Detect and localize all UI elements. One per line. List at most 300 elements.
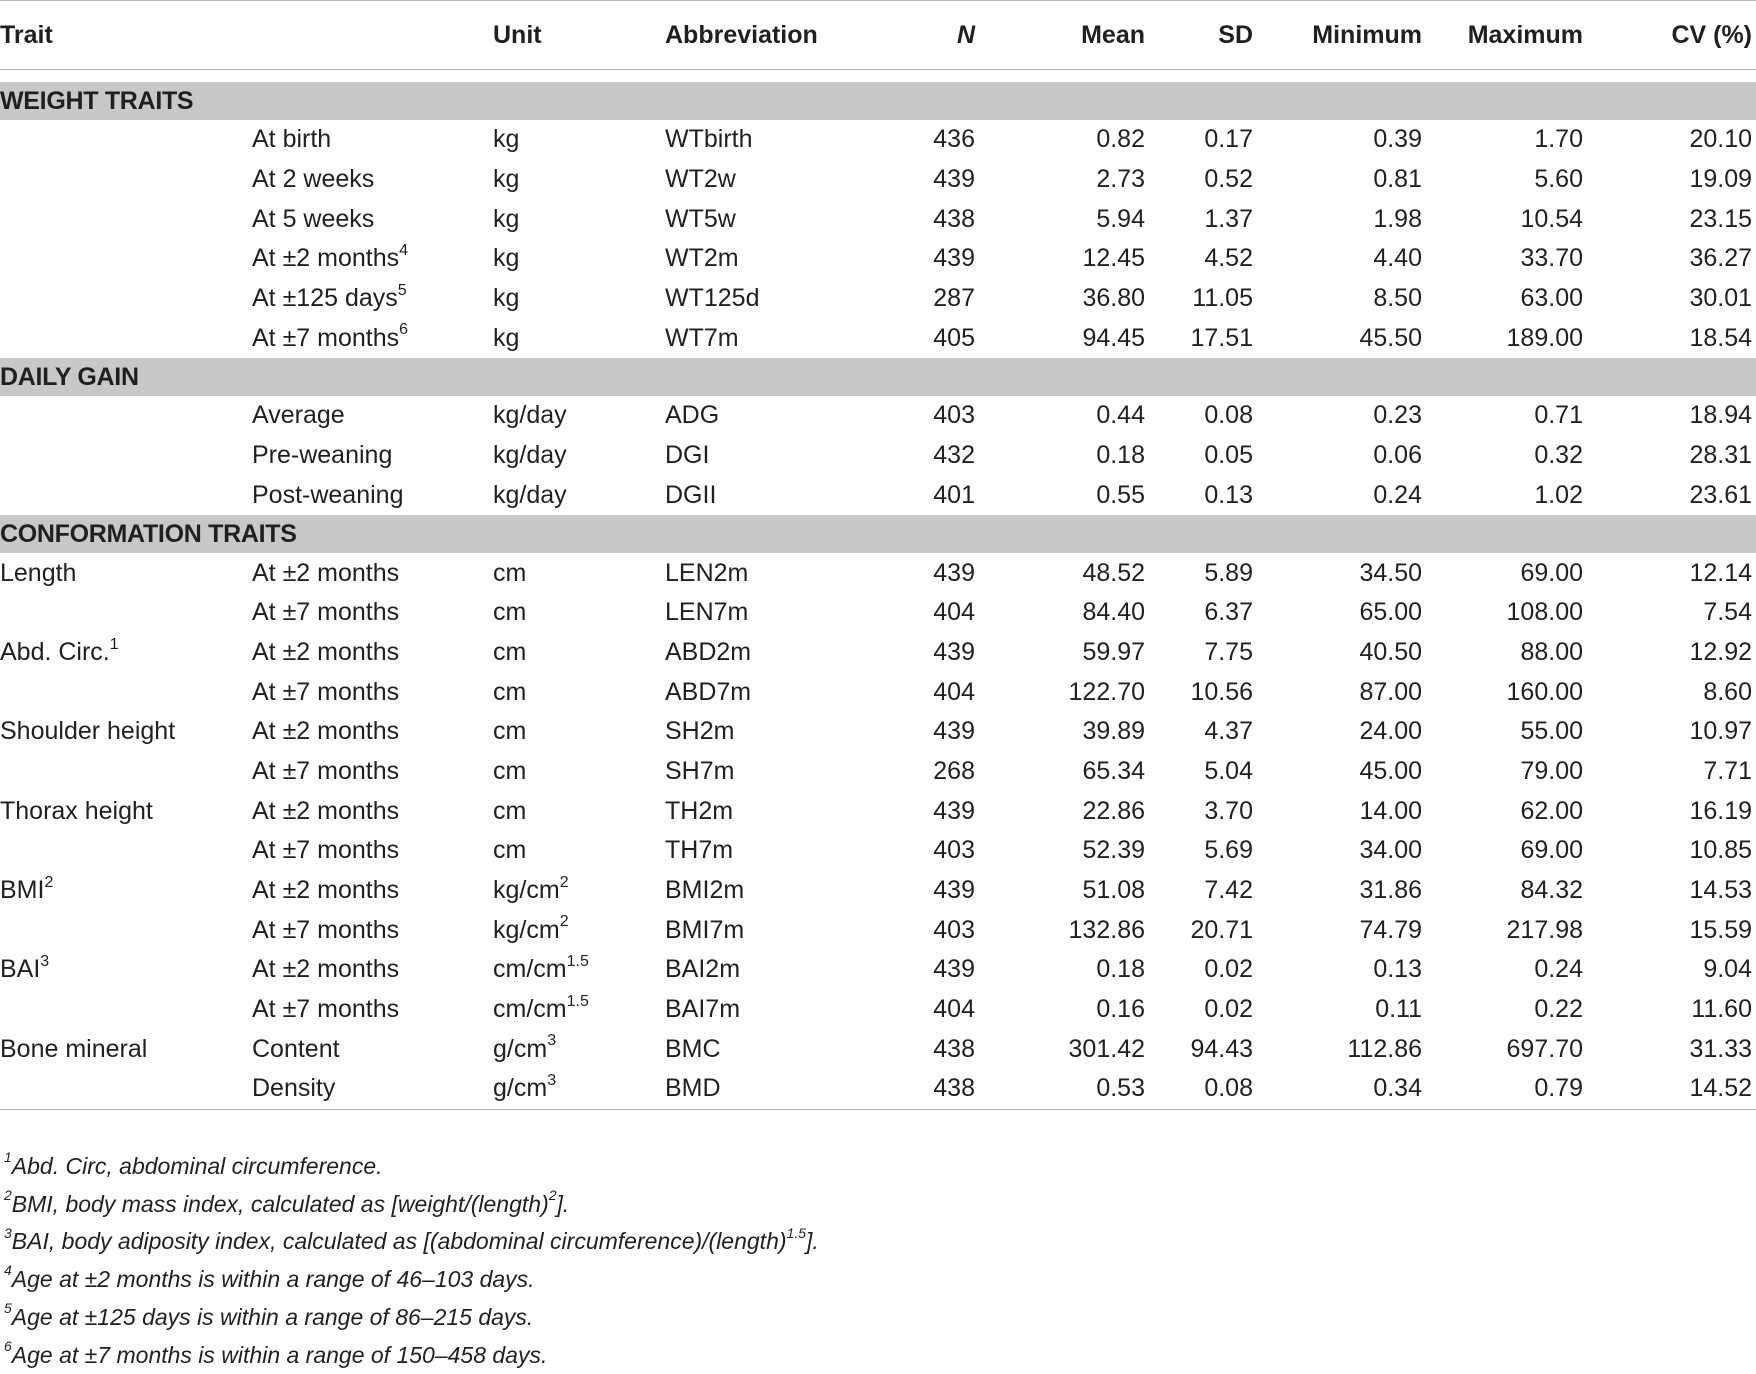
cell-n-text: 439 <box>933 876 975 905</box>
cell-maximum-text: 62.00 <box>1520 796 1583 825</box>
cell-unit <box>493 672 665 712</box>
cell-maximum-text: 33.70 <box>1520 244 1583 273</box>
cell-subtrait-text: At ±125 days <box>252 284 398 313</box>
cell-maximum-text: 108.00 <box>1506 598 1583 627</box>
footnote <box>4 1261 819 1299</box>
cell-maximum-text: 697.70 <box>1506 1034 1583 1063</box>
cell-subtrait-text: At birth <box>252 125 332 154</box>
cell-abbreviation-text: WT2w <box>665 165 736 194</box>
cell-mean <box>1001 791 1157 831</box>
cell-n-text: 438 <box>933 1074 975 1103</box>
cell-maximum <box>1432 553 1621 593</box>
cell-abbreviation-text: ABD2m <box>665 637 752 666</box>
cell-mean-text: 22.86 <box>1082 796 1145 825</box>
cell-n <box>891 633 1001 673</box>
cell-cv <box>1621 476 1756 516</box>
header-subtrait <box>252 1 493 70</box>
cell-n <box>891 871 1001 911</box>
cell-cv <box>1621 633 1756 673</box>
cell-abbreviation <box>665 476 891 516</box>
cell-maximum-text: 10.54 <box>1520 204 1583 233</box>
cell-n <box>891 712 1001 752</box>
table-row <box>0 712 1756 752</box>
cell-trait <box>0 160 252 200</box>
cell-mean-text: 12.45 <box>1082 244 1145 273</box>
cell-mean-text: 2.73 <box>1096 165 1145 194</box>
cell-n-text: 438 <box>933 204 975 233</box>
cell-cv <box>1621 239 1756 279</box>
cell-n-text: 438 <box>933 1034 975 1063</box>
cell-sd-text: 7.75 <box>1204 637 1253 666</box>
cell-subtrait <box>252 990 493 1030</box>
cell-subtrait-text: At 5 weeks <box>252 204 375 233</box>
table-row <box>0 553 1756 593</box>
cell-unit-superscript: 3 <box>547 1072 557 1090</box>
cell-maximum-text: 84.32 <box>1520 876 1583 905</box>
cell-maximum-text: 0.22 <box>1534 995 1583 1024</box>
cell-cv <box>1621 318 1756 358</box>
cell-cv <box>1621 910 1756 950</box>
cell-maximum <box>1432 990 1621 1030</box>
cell-sd-text: 4.52 <box>1204 244 1253 273</box>
cell-mean-text: 132.86 <box>1068 915 1145 944</box>
cell-minimum-text: 0.39 <box>1373 125 1422 154</box>
footnote-text: BAI, body adiposity index, calculated as [(abdominal circumference)/(length) <box>11 1228 787 1255</box>
cell-unit-text: cm <box>493 558 527 587</box>
cell-minimum-text: 0.13 <box>1373 955 1422 984</box>
cell-maximum <box>1432 318 1621 358</box>
cell-subtrait-text: Content <box>252 1034 340 1063</box>
cell-trait <box>0 593 252 633</box>
cell-mean <box>1001 831 1157 871</box>
cell-subtrait <box>252 1069 493 1109</box>
cell-unit <box>493 791 665 831</box>
cell-maximum-text: 69.00 <box>1520 836 1583 865</box>
cell-cv <box>1621 871 1756 911</box>
cell-maximum <box>1432 950 1621 990</box>
cell-maximum <box>1432 593 1621 633</box>
cell-sd <box>1157 910 1289 950</box>
cell-minimum <box>1289 791 1432 831</box>
cell-n <box>891 436 1001 476</box>
cell-minimum-text: 1.98 <box>1373 204 1422 233</box>
cell-mean-text: 52.39 <box>1082 836 1145 865</box>
cell-n <box>891 396 1001 436</box>
cell-cv <box>1621 752 1756 792</box>
cell-trait <box>0 436 252 476</box>
cell-mean-text: 59.97 <box>1082 637 1145 666</box>
table-row <box>0 752 1756 792</box>
cell-minimum-text: 34.50 <box>1359 558 1422 587</box>
table-row <box>0 160 1756 200</box>
cell-sd <box>1157 871 1289 911</box>
cell-n <box>891 791 1001 831</box>
cell-trait <box>0 752 252 792</box>
cell-sd-text: 0.05 <box>1204 441 1253 470</box>
cell-minimum-text: 87.00 <box>1359 677 1422 706</box>
cell-n-text: 404 <box>933 995 975 1024</box>
cell-maximum <box>1432 633 1621 673</box>
cell-maximum-text: 1.02 <box>1534 480 1583 509</box>
cell-abbreviation <box>665 593 891 633</box>
cell-abbreviation-text: DGII <box>665 480 717 509</box>
cell-minimum <box>1289 831 1432 871</box>
cell-mean <box>1001 396 1157 436</box>
cell-mean-text: 0.55 <box>1096 480 1145 509</box>
cell-n-text: 401 <box>933 480 975 509</box>
cell-minimum <box>1289 436 1432 476</box>
cell-cv-text: 28.31 <box>1689 441 1752 470</box>
cell-cv <box>1621 553 1756 593</box>
cell-minimum <box>1289 160 1432 200</box>
cell-sd <box>1157 160 1289 200</box>
cell-subtrait <box>252 120 493 160</box>
cell-mean <box>1001 120 1157 160</box>
table-row <box>0 910 1756 950</box>
cell-sd-text: 94.43 <box>1190 1034 1253 1063</box>
cell-n <box>891 160 1001 200</box>
section-header <box>0 358 1756 396</box>
cell-mean-text: 122.70 <box>1068 677 1145 706</box>
cell-trait-text: Abd. Circ. <box>0 637 110 666</box>
cell-trait <box>0 476 252 516</box>
cell-n <box>891 120 1001 160</box>
cell-maximum-text: 88.00 <box>1520 637 1583 666</box>
cell-subtrait <box>252 831 493 871</box>
cell-unit-text: kg/day <box>493 480 567 509</box>
footnote-superscript: 2 <box>548 1187 557 1204</box>
cell-unit <box>493 990 665 1030</box>
cell-sd-text: 0.02 <box>1204 955 1253 984</box>
cell-mean <box>1001 318 1157 358</box>
cell-abbreviation-text: LEN2m <box>665 558 749 587</box>
section-header <box>0 515 1756 553</box>
cell-minimum-text: 0.34 <box>1373 1074 1422 1103</box>
cell-subtrait <box>252 672 493 712</box>
cell-n <box>891 199 1001 239</box>
cell-subtrait-text: At ±7 months <box>252 836 400 865</box>
footnote-mark: 2 <box>4 1187 12 1204</box>
cell-mean-text: 65.34 <box>1082 756 1145 785</box>
cell-minimum <box>1289 279 1432 319</box>
cell-maximum <box>1432 1069 1621 1109</box>
cell-unit-superscript: 2 <box>559 913 569 931</box>
cell-cv-text: 20.10 <box>1689 125 1752 154</box>
cell-mean-text: 94.45 <box>1082 323 1145 352</box>
table-row <box>0 436 1756 476</box>
cell-minimum <box>1289 239 1432 279</box>
cell-abbreviation-text: BAI7m <box>665 995 741 1024</box>
cell-maximum-text: 0.32 <box>1534 441 1583 470</box>
cell-maximum <box>1432 239 1621 279</box>
cell-unit <box>493 199 665 239</box>
cell-maximum-text: 69.00 <box>1520 558 1583 587</box>
cell-minimum-text: 34.00 <box>1359 836 1422 865</box>
cell-n-text: 439 <box>933 717 975 746</box>
cell-abbreviation-text: ABD7m <box>665 677 752 706</box>
cell-minimum <box>1289 712 1432 752</box>
cell-maximum-text: 160.00 <box>1506 677 1583 706</box>
cell-unit-superscript: 1.5 <box>566 953 589 971</box>
cell-minimum <box>1289 396 1432 436</box>
cell-subtrait-text: At ±7 months <box>252 915 400 944</box>
cell-cv-text: 18.94 <box>1689 401 1752 430</box>
cell-maximum-text: 0.24 <box>1534 955 1583 984</box>
cell-minimum-text: 45.50 <box>1359 323 1422 352</box>
cell-subtrait-text: At ±2 months <box>252 717 400 746</box>
cell-mean-text: 0.18 <box>1096 955 1145 984</box>
cell-trait <box>0 279 252 319</box>
cell-minimum <box>1289 199 1432 239</box>
table-row <box>0 633 1756 673</box>
cell-subtrait <box>252 279 493 319</box>
cell-subtrait <box>252 712 493 752</box>
cell-minimum <box>1289 318 1432 358</box>
cell-abbreviation <box>665 199 891 239</box>
cell-maximum <box>1432 199 1621 239</box>
cell-subtrait-text: At ±7 months <box>252 598 400 627</box>
footnote <box>4 1148 819 1186</box>
cell-cv <box>1621 672 1756 712</box>
cell-cv <box>1621 791 1756 831</box>
cell-minimum <box>1289 672 1432 712</box>
cell-minimum <box>1289 910 1432 950</box>
cell-cv <box>1621 1029 1756 1069</box>
cell-minimum-text: 31.86 <box>1359 876 1422 905</box>
cell-minimum-text: 65.00 <box>1359 598 1422 627</box>
cell-unit <box>493 476 665 516</box>
cell-mean-text: 51.08 <box>1082 876 1145 905</box>
cell-abbreviation <box>665 1029 891 1069</box>
cell-cv-text: 19.09 <box>1689 165 1752 194</box>
cell-mean-text: 0.53 <box>1096 1074 1145 1103</box>
cell-subtrait-text: Post-weaning <box>252 480 404 509</box>
cell-minimum-text: 0.11 <box>1375 995 1422 1024</box>
cell-subtrait <box>252 160 493 200</box>
cell-cv <box>1621 593 1756 633</box>
cell-subtrait <box>252 950 493 990</box>
cell-unit-text: cm <box>493 677 527 706</box>
cell-unit-text: cm <box>493 796 527 825</box>
cell-unit <box>493 160 665 200</box>
cell-minimum <box>1289 476 1432 516</box>
cell-subtrait <box>252 436 493 476</box>
cell-minimum-text: 0.24 <box>1373 480 1422 509</box>
cell-sd-text: 5.69 <box>1204 836 1253 865</box>
cell-unit-text: cm/cm <box>493 955 567 984</box>
cell-minimum <box>1289 871 1432 911</box>
cell-cv <box>1621 279 1756 319</box>
cell-cv-text: 7.71 <box>1703 756 1752 785</box>
table-bottom-rule <box>0 1109 1756 1110</box>
cell-maximum-text: 79.00 <box>1520 756 1583 785</box>
cell-mean <box>1001 633 1157 673</box>
cell-abbreviation <box>665 160 891 200</box>
table-body <box>0 82 1756 1109</box>
header-trait: Trait <box>0 1 252 70</box>
cell-subtrait-text: Pre-weaning <box>252 441 393 470</box>
cell-trait-text: Thorax height <box>0 796 153 825</box>
cell-maximum <box>1432 672 1621 712</box>
cell-mean <box>1001 990 1157 1030</box>
cell-sd-text: 5.04 <box>1204 756 1253 785</box>
cell-subtrait <box>252 476 493 516</box>
cell-unit-text: cm <box>493 717 527 746</box>
cell-subtrait <box>252 1029 493 1069</box>
cell-maximum-text: 1.70 <box>1534 125 1583 154</box>
cell-maximum <box>1432 279 1621 319</box>
cell-mean <box>1001 279 1157 319</box>
cell-trait-superscript: 3 <box>40 953 50 971</box>
cell-maximum <box>1432 1029 1621 1069</box>
cell-sd <box>1157 950 1289 990</box>
cell-sd-text: 6.37 <box>1204 598 1253 627</box>
cell-minimum <box>1289 120 1432 160</box>
cell-subtrait-text: At ±2 months <box>252 955 400 984</box>
footnote-mark: 4 <box>4 1262 12 1279</box>
table-row <box>0 1069 1756 1109</box>
cell-subtrait <box>252 593 493 633</box>
cell-maximum-text: 5.60 <box>1534 165 1583 194</box>
cell-sd <box>1157 831 1289 871</box>
cell-unit-text: kg/cm <box>493 876 560 905</box>
cell-n <box>891 910 1001 950</box>
cell-n-text: 439 <box>933 796 975 825</box>
cell-abbreviation-text: WT125d <box>665 284 760 313</box>
cell-abbreviation <box>665 239 891 279</box>
cell-n-text: 404 <box>933 598 975 627</box>
footnote-text: Abd. Circ, abdominal circumference. <box>11 1153 383 1179</box>
cell-unit-superscript: 3 <box>547 1032 557 1050</box>
cell-mean <box>1001 553 1157 593</box>
cell-abbreviation-text: WT2m <box>665 244 739 273</box>
cell-subtrait-text: At ±7 months <box>252 756 400 785</box>
footnotes <box>4 1148 819 1374</box>
cell-abbreviation-text: SH2m <box>665 717 735 746</box>
cell-cv-text: 12.14 <box>1689 558 1752 587</box>
table-row <box>0 396 1756 436</box>
cell-sd <box>1157 712 1289 752</box>
cell-n-text: 403 <box>933 915 975 944</box>
cell-cv-text: 23.61 <box>1689 480 1752 509</box>
cell-mean-text: 0.82 <box>1096 125 1145 154</box>
cell-unit-text: kg/day <box>493 401 567 430</box>
cell-maximum <box>1432 396 1621 436</box>
cell-subtrait-text: Density <box>252 1074 336 1103</box>
cell-cv <box>1621 831 1756 871</box>
cell-mean <box>1001 871 1157 911</box>
cell-mean <box>1001 752 1157 792</box>
cell-mean <box>1001 1069 1157 1109</box>
cell-abbreviation <box>665 752 891 792</box>
cell-sd-text: 0.52 <box>1204 165 1253 194</box>
cell-unit <box>493 239 665 279</box>
cell-subtrait-text: At ±2 months <box>252 637 400 666</box>
cell-mean <box>1001 712 1157 752</box>
cell-abbreviation <box>665 553 891 593</box>
cell-subtrait-superscript: 5 <box>397 281 407 299</box>
cell-cv-text: 18.54 <box>1689 323 1752 352</box>
cell-abbreviation-text: BMI2m <box>665 876 745 905</box>
cell-n-text: 439 <box>933 637 975 666</box>
cell-minimum-text: 0.81 <box>1373 165 1422 194</box>
cell-trait <box>0 1029 252 1069</box>
cell-n-text: 405 <box>933 323 975 352</box>
cell-subtrait <box>252 633 493 673</box>
table-row <box>0 1029 1756 1069</box>
table-row <box>0 593 1756 633</box>
cell-cv-text: 30.01 <box>1689 284 1752 313</box>
header-unit: Unit <box>493 1 665 70</box>
cell-trait <box>0 791 252 831</box>
cell-unit <box>493 318 665 358</box>
cell-abbreviation <box>665 1069 891 1109</box>
cell-abbreviation <box>665 791 891 831</box>
cell-minimum <box>1289 950 1432 990</box>
footnote-text: ]. <box>806 1228 819 1255</box>
cell-n <box>891 672 1001 712</box>
cell-subtrait-text: At ±2 months <box>252 796 400 825</box>
cell-trait <box>0 950 252 990</box>
cell-trait <box>0 396 252 436</box>
cell-unit-text: cm/cm <box>493 995 567 1024</box>
cell-mean-text: 5.94 <box>1096 204 1145 233</box>
cell-unit-text: kg/day <box>493 441 567 470</box>
table-row <box>0 871 1756 911</box>
cell-sd <box>1157 199 1289 239</box>
header-abbreviation: Abbreviation <box>665 1 891 70</box>
cell-abbreviation-text: BMI7m <box>665 915 745 944</box>
cell-sd <box>1157 553 1289 593</box>
cell-sd-text: 7.42 <box>1204 876 1253 905</box>
cell-cv-text: 7.54 <box>1703 598 1752 627</box>
cell-mean-text: 301.42 <box>1068 1034 1145 1063</box>
cell-minimum-text: 8.50 <box>1373 284 1422 313</box>
cell-abbreviation-text: BMC <box>665 1034 721 1063</box>
cell-unit-text: g/cm <box>493 1074 548 1103</box>
cell-trait <box>0 633 252 673</box>
cell-maximum-text: 55.00 <box>1520 717 1583 746</box>
footnote-text: Age at ±7 months is within a range of 150–458 days. <box>11 1341 548 1368</box>
cell-subtrait-text: Average <box>252 401 345 430</box>
cell-abbreviation <box>665 633 891 673</box>
cell-minimum <box>1289 1029 1432 1069</box>
cell-sd <box>1157 279 1289 319</box>
cell-mean-text: 36.80 <box>1082 284 1145 313</box>
cell-sd <box>1157 1069 1289 1109</box>
cell-sd-text: 10.56 <box>1190 677 1253 706</box>
cell-sd-text: 11.05 <box>1192 284 1253 313</box>
cell-cv <box>1621 160 1756 200</box>
cell-n-text: 439 <box>933 955 975 984</box>
cell-n <box>891 593 1001 633</box>
cell-abbreviation-text: BAI2m <box>665 955 741 984</box>
table-row <box>0 279 1756 319</box>
cell-minimum <box>1289 553 1432 593</box>
cell-abbreviation <box>665 120 891 160</box>
cell-sd <box>1157 672 1289 712</box>
cell-mean-text: 0.18 <box>1096 441 1145 470</box>
cell-subtrait-text: At ±7 months <box>252 323 400 352</box>
cell-trait-text: BMI <box>0 876 45 905</box>
cell-subtrait-text: At ±2 months <box>252 244 400 273</box>
cell-cv <box>1621 712 1756 752</box>
cell-cv-text: 23.15 <box>1689 204 1752 233</box>
cell-maximum-text: 189.00 <box>1506 323 1583 352</box>
header-cv: CV (%) <box>1621 1 1756 70</box>
cell-unit-text: cm <box>493 637 527 666</box>
cell-sd-text: 4.37 <box>1204 717 1253 746</box>
